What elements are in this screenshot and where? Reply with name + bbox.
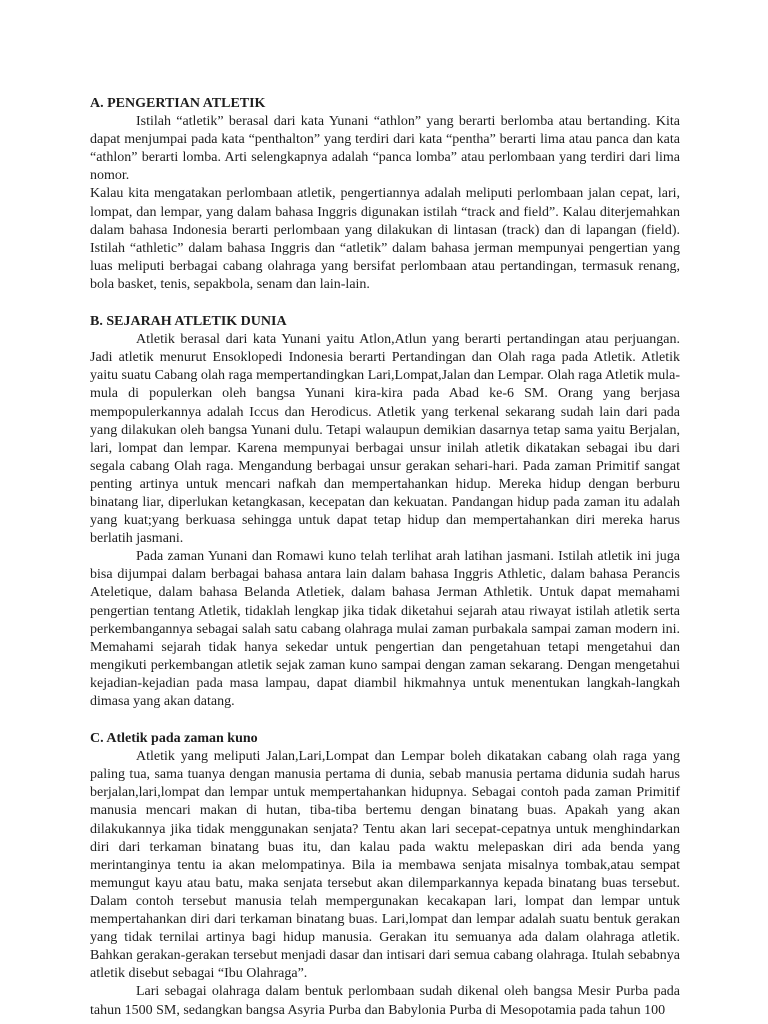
paragraph: Atletik berasal dari kata Yunani yaitu Atlon,Atlun yang berarti pertandingan atau perjuangan. Jadi atletik menurut Ensoklopedi Indonesia berarti Pertandingan dan Olah raga pada Atletik. Atletik yaitu suatu Cabang olah raga mempertandingkan Lari,Lompat,Jalan dan Lempar. Olah raga Atletik mula-mula di populerkan oleh bangsa Yunani kira-kira pada Abad ke-6 SM. Orang yang berjasa mempopulerkannya adalah Iccus dan Herodicus. Atletik yang terkenal sekarang sudah lain dari pada yang dilakukan oleh bangsa Yunani dulu. Tetapi walaupun demikian dasarnya tetap sama yaitu Berjalan, lari, lompat dan lempar. Karena mempunyai berbagai unsur inilah atletik dikatakan sebagai ibu dari segala cabang Olah raga. Mengandung berbagai unsur gerakan sehari-hari. Pada zaman Primitif sangat penting artinya untuk mencari nafkah dan mempertahankan hidup. Mereka hidup dengan berburu binatang liar, diperlukan ketangkasan, kecepatan dan kekuatan. Pandangan hidup pada zaman itu adalah yang kuat;yang berkuasa sehingga untuk dapat tetap hidup dan mempertahankan diri mereka harus berlatih jasmani.	[90, 332, 680, 547]
paragraph: Pada zaman Yunani dan Romawi kuno telah terlihat arah latihan jasmani. Istilah atletik ini juga bisa dijumpai dalam berbagai bahasa antara lain dalam bahasa Inggris Athletic, dalam bahasa Perancis Ateletique, dalam bahasa Belanda Atletiek, dalam bahasa Jerman Athletik. Untuk dapat memahami pengertian tentang Atletik, tidaklah lengkap jika tidak diketahui sejarah atau riwayat istilah atletik serta perkembangannya sebagai salah satu cabang olahraga mulai zaman purbakala sampai zaman modern ini. Memahami sejarah tidak hanya sekedar untuk pengertian dan pengetahuan tetapi mengetahui dan mengikuti perkembangan atletik sejak zaman kuno sampai dengan zaman sekarang. Dengan mengetahui kejadian-kejadian pada masa lampau, dapat diambil hikmahnya untuk menentukan langkah-langkah dimasa yang akan datang.	[90, 549, 680, 709]
section-heading: A. PENGERTIAN ATLETIK	[90, 96, 266, 111]
paragraph: Istilah “atletik” berasal dari kata Yunani “athlon” yang berarti berlomba atau bertanding. Kita dapat menjumpai pada kata “penthalton” yang terdiri dari kata “pentha” berarti lima atau panca dan kata “athlon” berarti lomba. Arti selengkapnya adalah “panca lomba” atau perlombaan yang terdiri dari lima nomor.	[90, 114, 680, 184]
section-heading: C. Atletik pada zaman kuno	[90, 731, 258, 747]
section-pengertian-atletik	[90, 95, 680, 294]
section-heading: B. SEJARAH ATLETIK DUNIA	[90, 314, 287, 330]
section-atletik-zaman-kuno	[90, 730, 680, 1020]
document-page	[90, 95, 680, 1020]
paragraph: Kalau kita mengatakan perlombaan atletik, pengertiannya adalah meliputi perlombaan jalan cepat, lari, lompat, dan lempar, yang dalam bahasa Inggris digunakan istilah “track and field”. Kalau diterjemahkan dalam bahasa Indonesia berarti perlombaan yang dilakukan di lintasan (track) dan di lapangan (field). Istilah “athletic” dalam bahasa Inggris dan “atletik” dalam bahasa jerman mempunyai pengertian yang luas meliputi berbagai cabang olahraga yang bersifat perlombaan atau pertandingan, termasuk renang, bola basket, tenis, sepakbola, senam dan lain-lain.	[90, 186, 680, 292]
paragraph: Atletik yang meliputi Jalan,Lari,Lompat dan Lempar boleh dikatakan cabang olah raga yang paling tua, sama tuanya dengan manusia pertama di dunia, sebab manusia pertama didunia sudah harus berjalan,lari,lompat dan lempar untuk mempertahankan hidupnya. Sebagai contoh pada zaman Primitif manusia mencari makan di hutan, tiba-tiba bertemu dengan binatang buas. Apakah yang akan dilakukannya jika tidak menggunakan senjata? Tentu akan lari secepat-cepatnya untuk menghindarkan diri dari terkaman binatang buas itu, dan kalau pada waktu melepaskan diri ada benda yang merintanginya tentu ia akan melompatinya. Bila ia membawa senjata misalnya tombak,atau sempat memungut kayu atau batu, maka senjata tersebut akan dilemparkannya kepada binatang buas tersebut. Dalam contoh tersebut manusia telah mempergunakan kecakapan lari, lompat dan lempar untuk mempertahankan diri dari terkaman binatang buas. Lari,lompat dan lempar adalah suatu bentuk gerakan yang tidak ternilai artinya bagi hidup manusia. Gerakan itu semuanya ada dalam olahraga atletik. Bahkan gerakan-gerakan tersebut menjadi dasar dan intisari dari semua cabang olahraga. Itulah sebabnya atletik disebut sebagai “Ibu Olahraga”.	[90, 749, 680, 982]
section-sejarah-atletik-dunia	[90, 313, 680, 711]
paragraph: Lari sebagai olahraga dalam bentuk perlombaan sudah dikenal oleh bangsa Mesir Purba pada tahun 1500 SM, sedangkan bangsa Asyria Purba dan Babylonia Purba di Mesopotamia pada tahun 100	[90, 984, 680, 1018]
